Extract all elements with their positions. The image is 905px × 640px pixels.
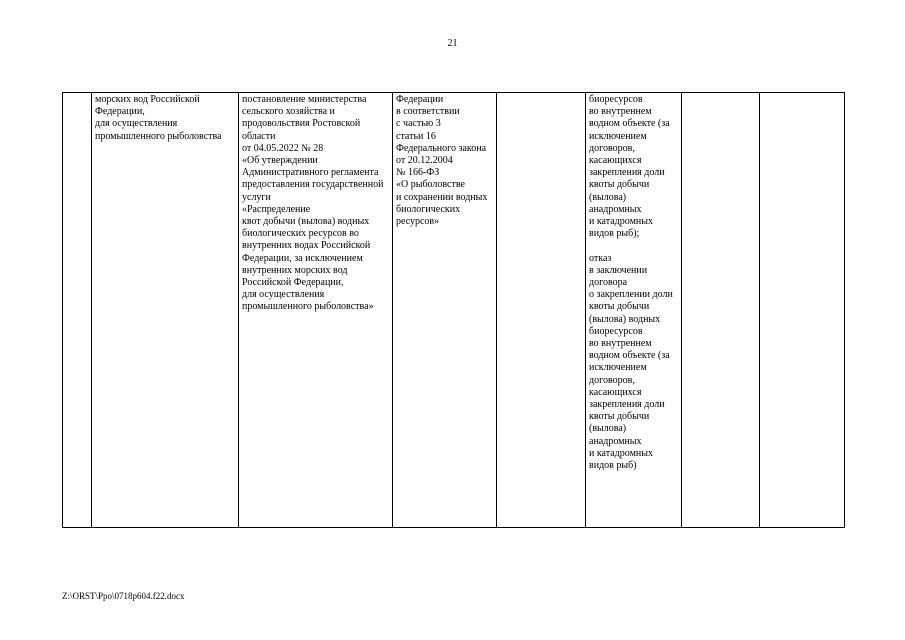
table-cell-number — [63, 93, 92, 528]
table-row — [63, 93, 845, 528]
table-cell-regulation: постановление министерства сельского хозяйства и продовольствия Ростовской области от 04.05.2022 № 28 «Об утверждении Административного регламента предоставления государственной услуги «Распределение квот добычи (вылова) водных биологических ресурсов во внутренних водах Российской Федерации, за исключением внутренних морских вод Российской Федерации, для осуществления промышленного рыболовства» — [239, 93, 393, 528]
table-cell-legal-basis: Федерации в соответствии с частью 3 статьи 16 Федерального закона от 20.12.2004 № 166-ФЗ «О рыболовстве и сохранении водных биологических ресурсов» — [393, 93, 497, 528]
footer-file-path: Z:\ORST\Ppo\0718p604.f22.docx — [62, 591, 185, 601]
page-number: 21 — [447, 38, 458, 49]
table-cell-empty-5 — [497, 93, 586, 528]
table-cell-empty-8 — [760, 93, 845, 528]
table-cell-service-name: морских вод Российской Федерации, для осуществления промышленного рыболовства — [92, 93, 239, 528]
document-table — [62, 92, 845, 528]
table-cell-result: биоресурсов во внутреннем водном объекте (за исключением договоров, касающихся закрепления доли квоты добычи (вылова) анадромных и катадромных видов рыб); отказ в заключении договора о закреплении доли квоты добычи (вылова) водных биоресурсов во внутреннем водном объекте (за исключением договоров, касающихся закрепления доли квоты добычи (вылова) анадромных и катадромных видов рыб) — [586, 93, 682, 528]
table-cell-empty-7 — [682, 93, 760, 528]
